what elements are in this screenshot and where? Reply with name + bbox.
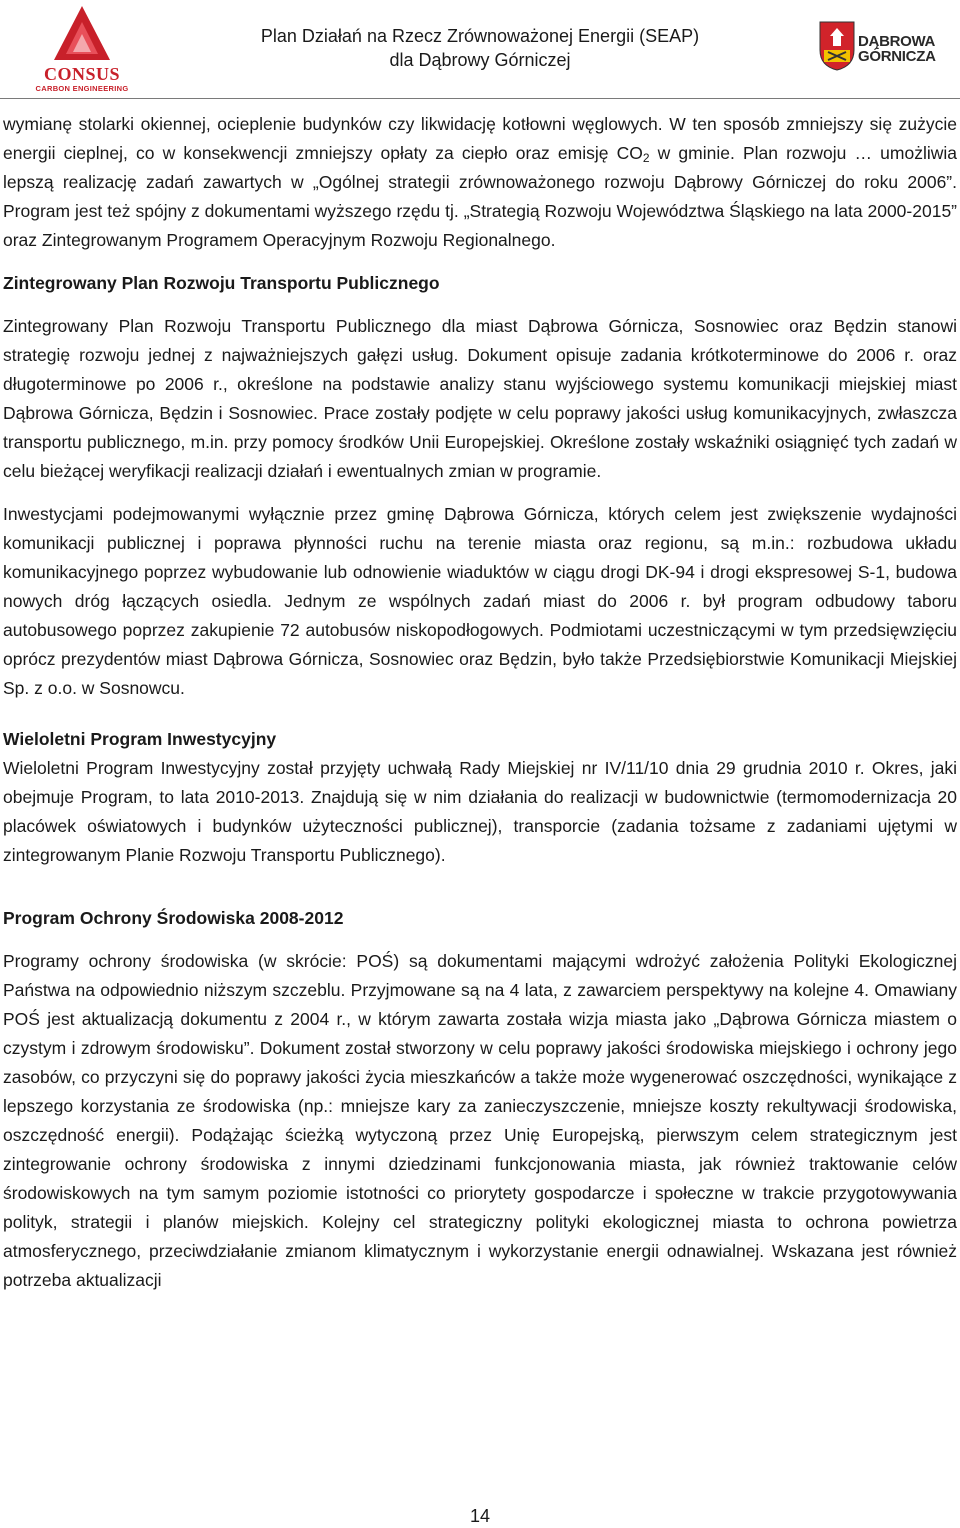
dabrowa-wordmark-line2: GÓRNICZA xyxy=(858,48,936,65)
header-divider xyxy=(0,98,960,99)
document-title-line2: dla Dąbrowy Górniczej xyxy=(389,50,571,70)
city-coat-of-arms-icon xyxy=(818,20,856,72)
consus-triangle-icon xyxy=(52,4,112,62)
heading-transport-plan: Zintegrowany Plan Rozwoju Transportu Publicznego xyxy=(3,273,440,293)
consus-tagline: CARBON ENGINEERING xyxy=(35,84,129,93)
paragraph-environment-program: Programy ochrony środowiska (w skrócie: POŚ) są dokumentami mającymi wdrożyć założenia Polityki Ekologicznej Państwa na odpowiednio niższym szczeblu. Przyjmowane są na 4 lata, z zawarciem perspektywy na kolejne 4. Omawiany POŚ jest aktualizacją dokumentu z 2004 r., w którym zawarta została wizja miasta jako „Dąbrowa Górnicza miastem o czystym i zdrowym środowisku”. Dokument został stworzony w celu poprawy jakości środowiska miejskiego i ochrony jego zasobów, co przyczyni się do poprawy jakości życia mieszkańców a także może wygenerować oszczędności, wynikające z lepszego korzystania ze środowiska (np.: mniejsze kary za zanieczyszczenie, mniejsze koszty rekultywacji środowiska, oszczędność energii). Podążając ścieżką wytyczoną przez Unię Europejską, pierwszym celem strategicznym jest zintegrowanie ochrony środowiska z innymi dziedzinami funkcjonowania miasta, jak również traktowanie celów środowiskowych na tym samym poziomie istotności co priorytety gospodarcze i społeczne w trakcie przygotowywania polityk, strategii i planów miejskich. Kolejny cel strategiczny polityki ekologicznej miasta to ochrona powietrza atmosferycznego, przeciwdziałanie zmianom klimatycznym i wykorzystanie energii odnawialnej. Wskazana jest również potrzeba aktualizacji xyxy=(3,951,957,1290)
heading-investment-program: Wieloletni Program Inwestycyjny xyxy=(3,729,277,749)
page-content xyxy=(3,110,957,1295)
page-header xyxy=(0,0,960,98)
paragraph-intro-part1: wymianę stolarki okiennej, ocieplenie budynków czy likwidację kotłowni węglowych. W ten sposób zmniejszy się zużycie energii cieplnej, co w konsekwencji zmniejszy opłaty za ciepło oraz emisję CO xyxy=(3,114,957,163)
document-title xyxy=(200,24,760,72)
paragraph-investment-program: Wieloletni Program Inwestycyjny został przyjęty uchwałą Rady Miejskiej nr IV/11/10 dnia 29 grudnia 2010 r. Okres, jaki obejmuje Program, to lata 2010-2013. Znajdują się w nim działania do realizacji w budownictwie (termomodernizacja 20 placówek oświatowych i budynków użyteczności publicznej), transporcie (zadania tożsame z zadaniami ujętymi w zintegrowanym Planie Rozwoju Transportu Publicznego). xyxy=(3,758,957,865)
dabrowa-wordmark xyxy=(858,34,936,64)
document-title-line1: Plan Działań na Rzecz Zrównoważonej Energii (SEAP) xyxy=(260,26,700,46)
dabrowa-logo xyxy=(818,20,958,80)
paragraph-intro-part2: w gminie. Plan rozwoju … umożliwia lepszą realizację zadań zawartych w „Ogólnej strategii zrównoważonego rozwoju Dąbrowy Górniczej do roku 2006”. Program jest też spójny z dokumentami wyższego rzędu tj. „Strategią Rozwoju Województwa Śląskiego na lata 2000-2015” oraz Zintegrowanym Programem Operacyjnym Rozwoju Regionalnego. xyxy=(3,143,957,250)
paragraph-investments: Inwestycjami podejmowanymi wyłącznie przez gminę Dąbrowa Górnicza, których celem jest zwiększenie wydajności komunikacji publicznej i poprawa płynności ruchu na terenie miasta oraz regionu, są m.in.: rozbudowa układu komunikacyjnego poprzez wybudowanie lub odnowienie wiaduktów w ciągu drogi DK-94 i drogi ekspresowej S-1, budowa nowych dróg łączących osiedla. Jednym ze wspólnych zadań miast do 2006 r. był program odbudowy taboru autobusowego poprzez zakupienie 72 autobusów niskopodłogowych. Podmiotami uczestniczącymi w tym przedsięwzięciu oprócz prezydentów miast Dąbrowa Górnicza, Sosnowiec oraz Będzin, było także Przedsiębiorstwie Komunikacji Miejskiej Sp. z o.o. w Sosnowcu. xyxy=(3,504,957,698)
heading-environment-program: Program Ochrony Środowiska 2008-2012 xyxy=(3,908,344,928)
co2-subscript: 2 xyxy=(642,151,650,165)
dabrowa-wordmark-line1: DĄBROWA xyxy=(858,33,936,50)
consus-logo xyxy=(30,4,134,92)
paragraph-transport-plan: Zintegrowany Plan Rozwoju Transportu Publicznego dla miast Dąbrowa Górnicza, Sosnowiec oraz Będzin stanowi strategię rozwoju jednej z najważniejszych gałęzi usług. Dokument opisuje zadania krótkoterminowe do 2006 r. oraz długoterminowe po 2006 r., określone na podstawie analizy stanu wyjściowego systemu komunikacji miejskiej miast Dąbrowa Górnicza, Będzin i Sosnowiec. Prace zostały podjęte w celu poprawy jakości usług komunikacyjnych, zwłaszcza transportu publicznego, m.in. przy pomocy środków Unii Europejskiej. Określone zostały wskaźniki osiągnięć tych zadań w celu bieżącej weryfikacji realizacji działań i ewentualnych zmian w programie. xyxy=(3,316,957,481)
page-number: 14 xyxy=(469,1506,491,1526)
paragraph-intro xyxy=(3,110,957,255)
consus-wordmark: CONSUS xyxy=(43,64,121,84)
